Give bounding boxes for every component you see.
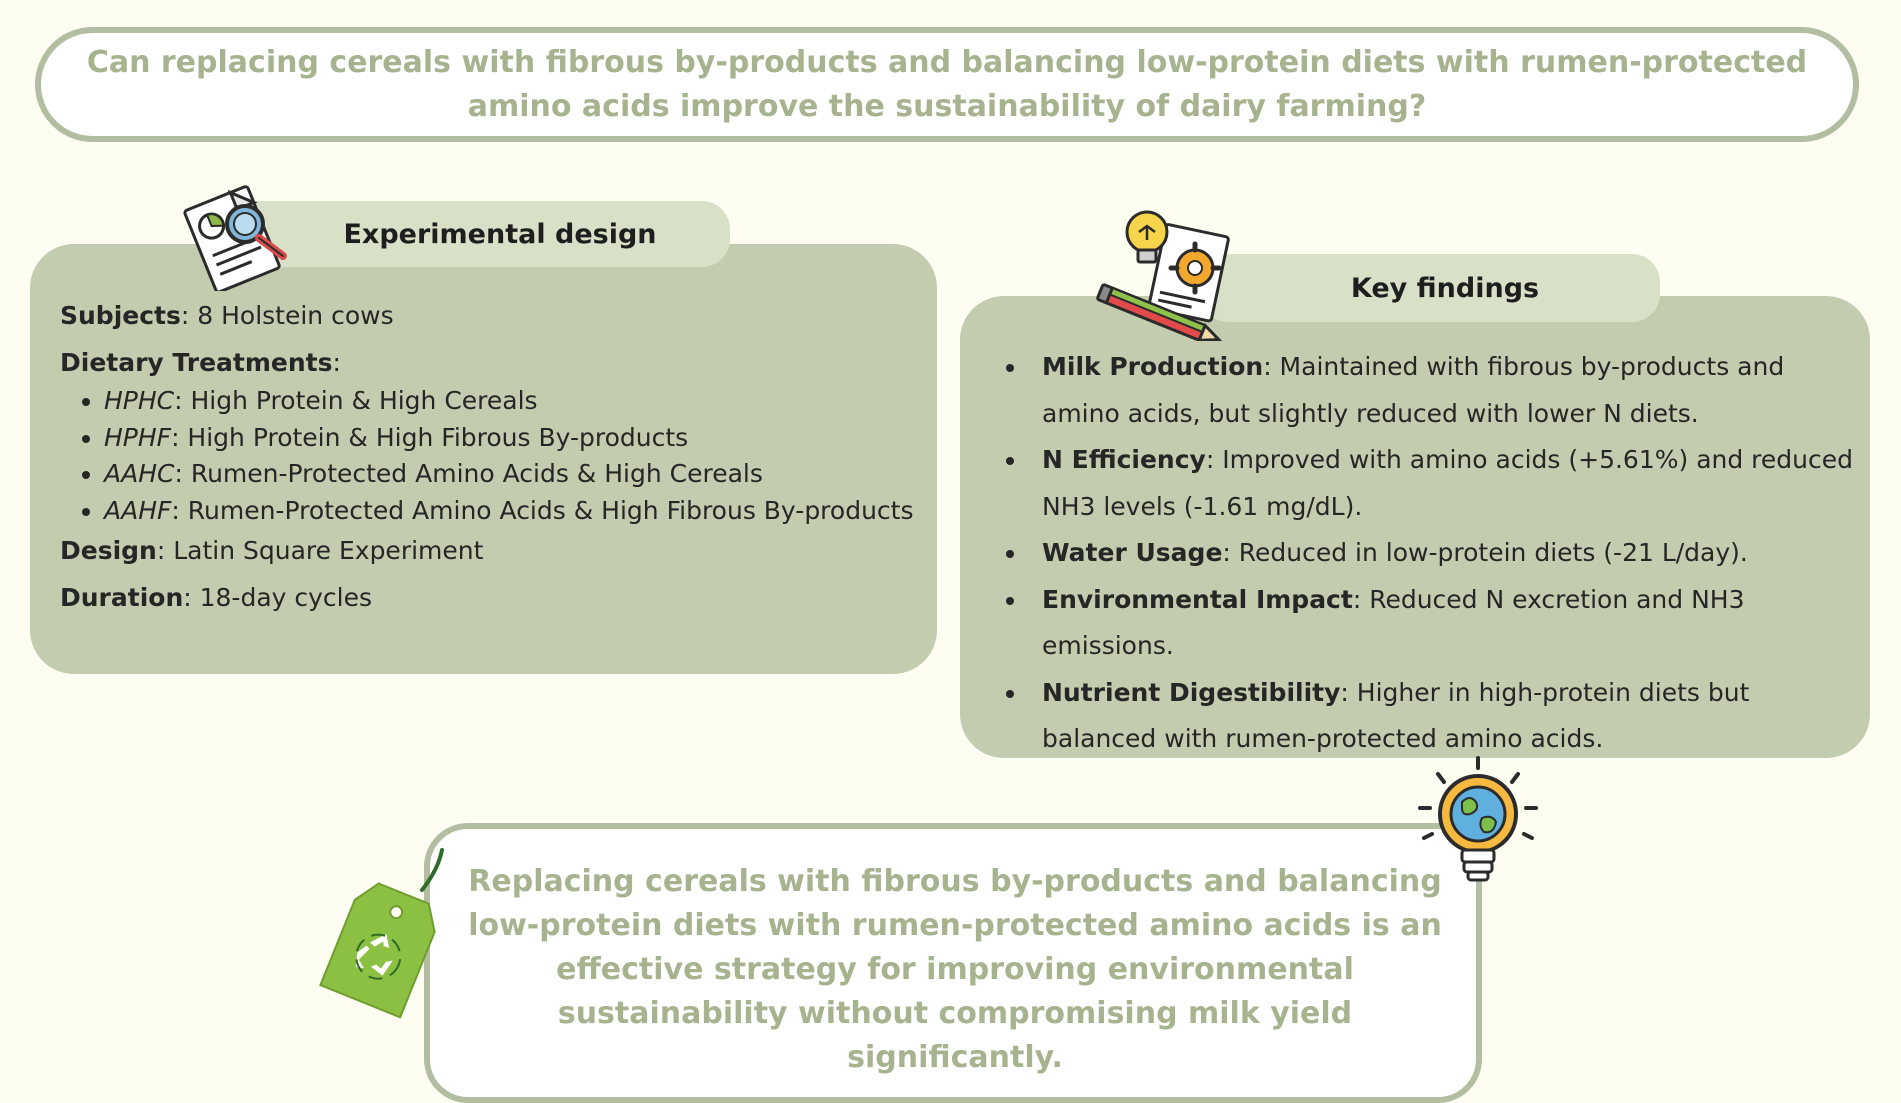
- earth-lightbulb-icon: [1418, 756, 1548, 891]
- research-question: Can replacing cereals with fibrous by-products and balancing low-protein diets with rumen-protected amino acids improve the sustainability of dairy farming?: [86, 44, 1808, 124]
- treatment-item: [104, 456, 920, 493]
- finding-item: [1028, 577, 1853, 670]
- research-question-box: [35, 27, 1859, 142]
- finding-text: : Reduced in low-protein diets (-21 L/day).: [1222, 538, 1748, 567]
- experimental-design-title: Experimental design: [343, 218, 657, 250]
- finding-text: : Improved with amino acids (+5.61%) and reduced NH3 levels (-1.61 mg/dL).: [1042, 445, 1853, 521]
- duration-label: Duration: [60, 583, 184, 612]
- finding-item: [1028, 437, 1853, 530]
- subjects-value: : 8 Holstein cows: [180, 301, 394, 330]
- design-label: Design: [60, 536, 157, 565]
- findings-list: [1003, 344, 1853, 763]
- treatment-code: HPHC: [104, 386, 175, 415]
- design-row: [60, 535, 920, 567]
- treatments-row: [60, 347, 920, 379]
- finding-label: Environmental Impact: [1042, 584, 1353, 614]
- treatment-code: AAHC: [104, 459, 175, 488]
- finding-text: : Maintained with fibrous by-products and amino acids, but slightly reduced with lower N diets.: [1042, 352, 1785, 428]
- key-findings-content: [1003, 344, 1853, 763]
- duration-value: : 18-day cycles: [183, 583, 373, 612]
- treatment-item: [104, 493, 920, 530]
- treatment-desc: : High Protein & High Fibrous By-products: [171, 422, 689, 452]
- treatment-code: HPHF: [104, 422, 172, 452]
- treatment-code: AAHF: [104, 495, 172, 525]
- treatment-item: [104, 420, 920, 457]
- finding-label: N Efficiency: [1042, 445, 1206, 474]
- treatments-suffix: :: [332, 348, 341, 377]
- lightbulb-gear-pencil-icon: [1095, 206, 1245, 341]
- conclusion-text: Replacing cereals with fibrous by-products and balancing low-protein diets with rumen-protected amino acids is an effective strategy for improving environmental sustainability without compromising milk yield significantly.: [468, 864, 1442, 1075]
- recycle-tag-icon: [310, 830, 460, 1020]
- finding-label: Nutrient Digestibility: [1042, 677, 1341, 707]
- finding-text: : Higher in high-protein diets but balanced with rumen-protected amino acids.: [1042, 677, 1750, 753]
- finding-label: Milk Production: [1042, 352, 1264, 381]
- key-findings-tab: [1200, 254, 1660, 322]
- finding-label: Water Usage: [1042, 538, 1223, 567]
- finding-item: [1028, 670, 1853, 763]
- treatment-desc: : Rumen-Protected Amino Acids & High Fibrous By-products: [171, 495, 914, 525]
- treatment-desc: : High Protein & High Cereals: [174, 386, 538, 415]
- duration-row: [60, 582, 920, 614]
- key-findings-title: Key findings: [1350, 272, 1540, 304]
- experimental-design-content: [60, 300, 920, 614]
- document-magnifier-icon: [175, 176, 305, 291]
- finding-text: : Reduced N excretion and NH3 emissions.: [1042, 584, 1745, 660]
- finding-item: [1028, 344, 1853, 437]
- subjects-row: [60, 300, 920, 332]
- treatment-item: [104, 383, 920, 420]
- finding-item: [1028, 530, 1853, 577]
- treatments-list: [60, 383, 920, 529]
- design-value: : Latin Square Experiment: [156, 536, 484, 565]
- treatments-label: Dietary Treatments: [60, 348, 333, 377]
- treatment-desc: : Rumen-Protected Amino Acids & High Cereals: [174, 459, 763, 488]
- subjects-label: Subjects: [60, 301, 181, 330]
